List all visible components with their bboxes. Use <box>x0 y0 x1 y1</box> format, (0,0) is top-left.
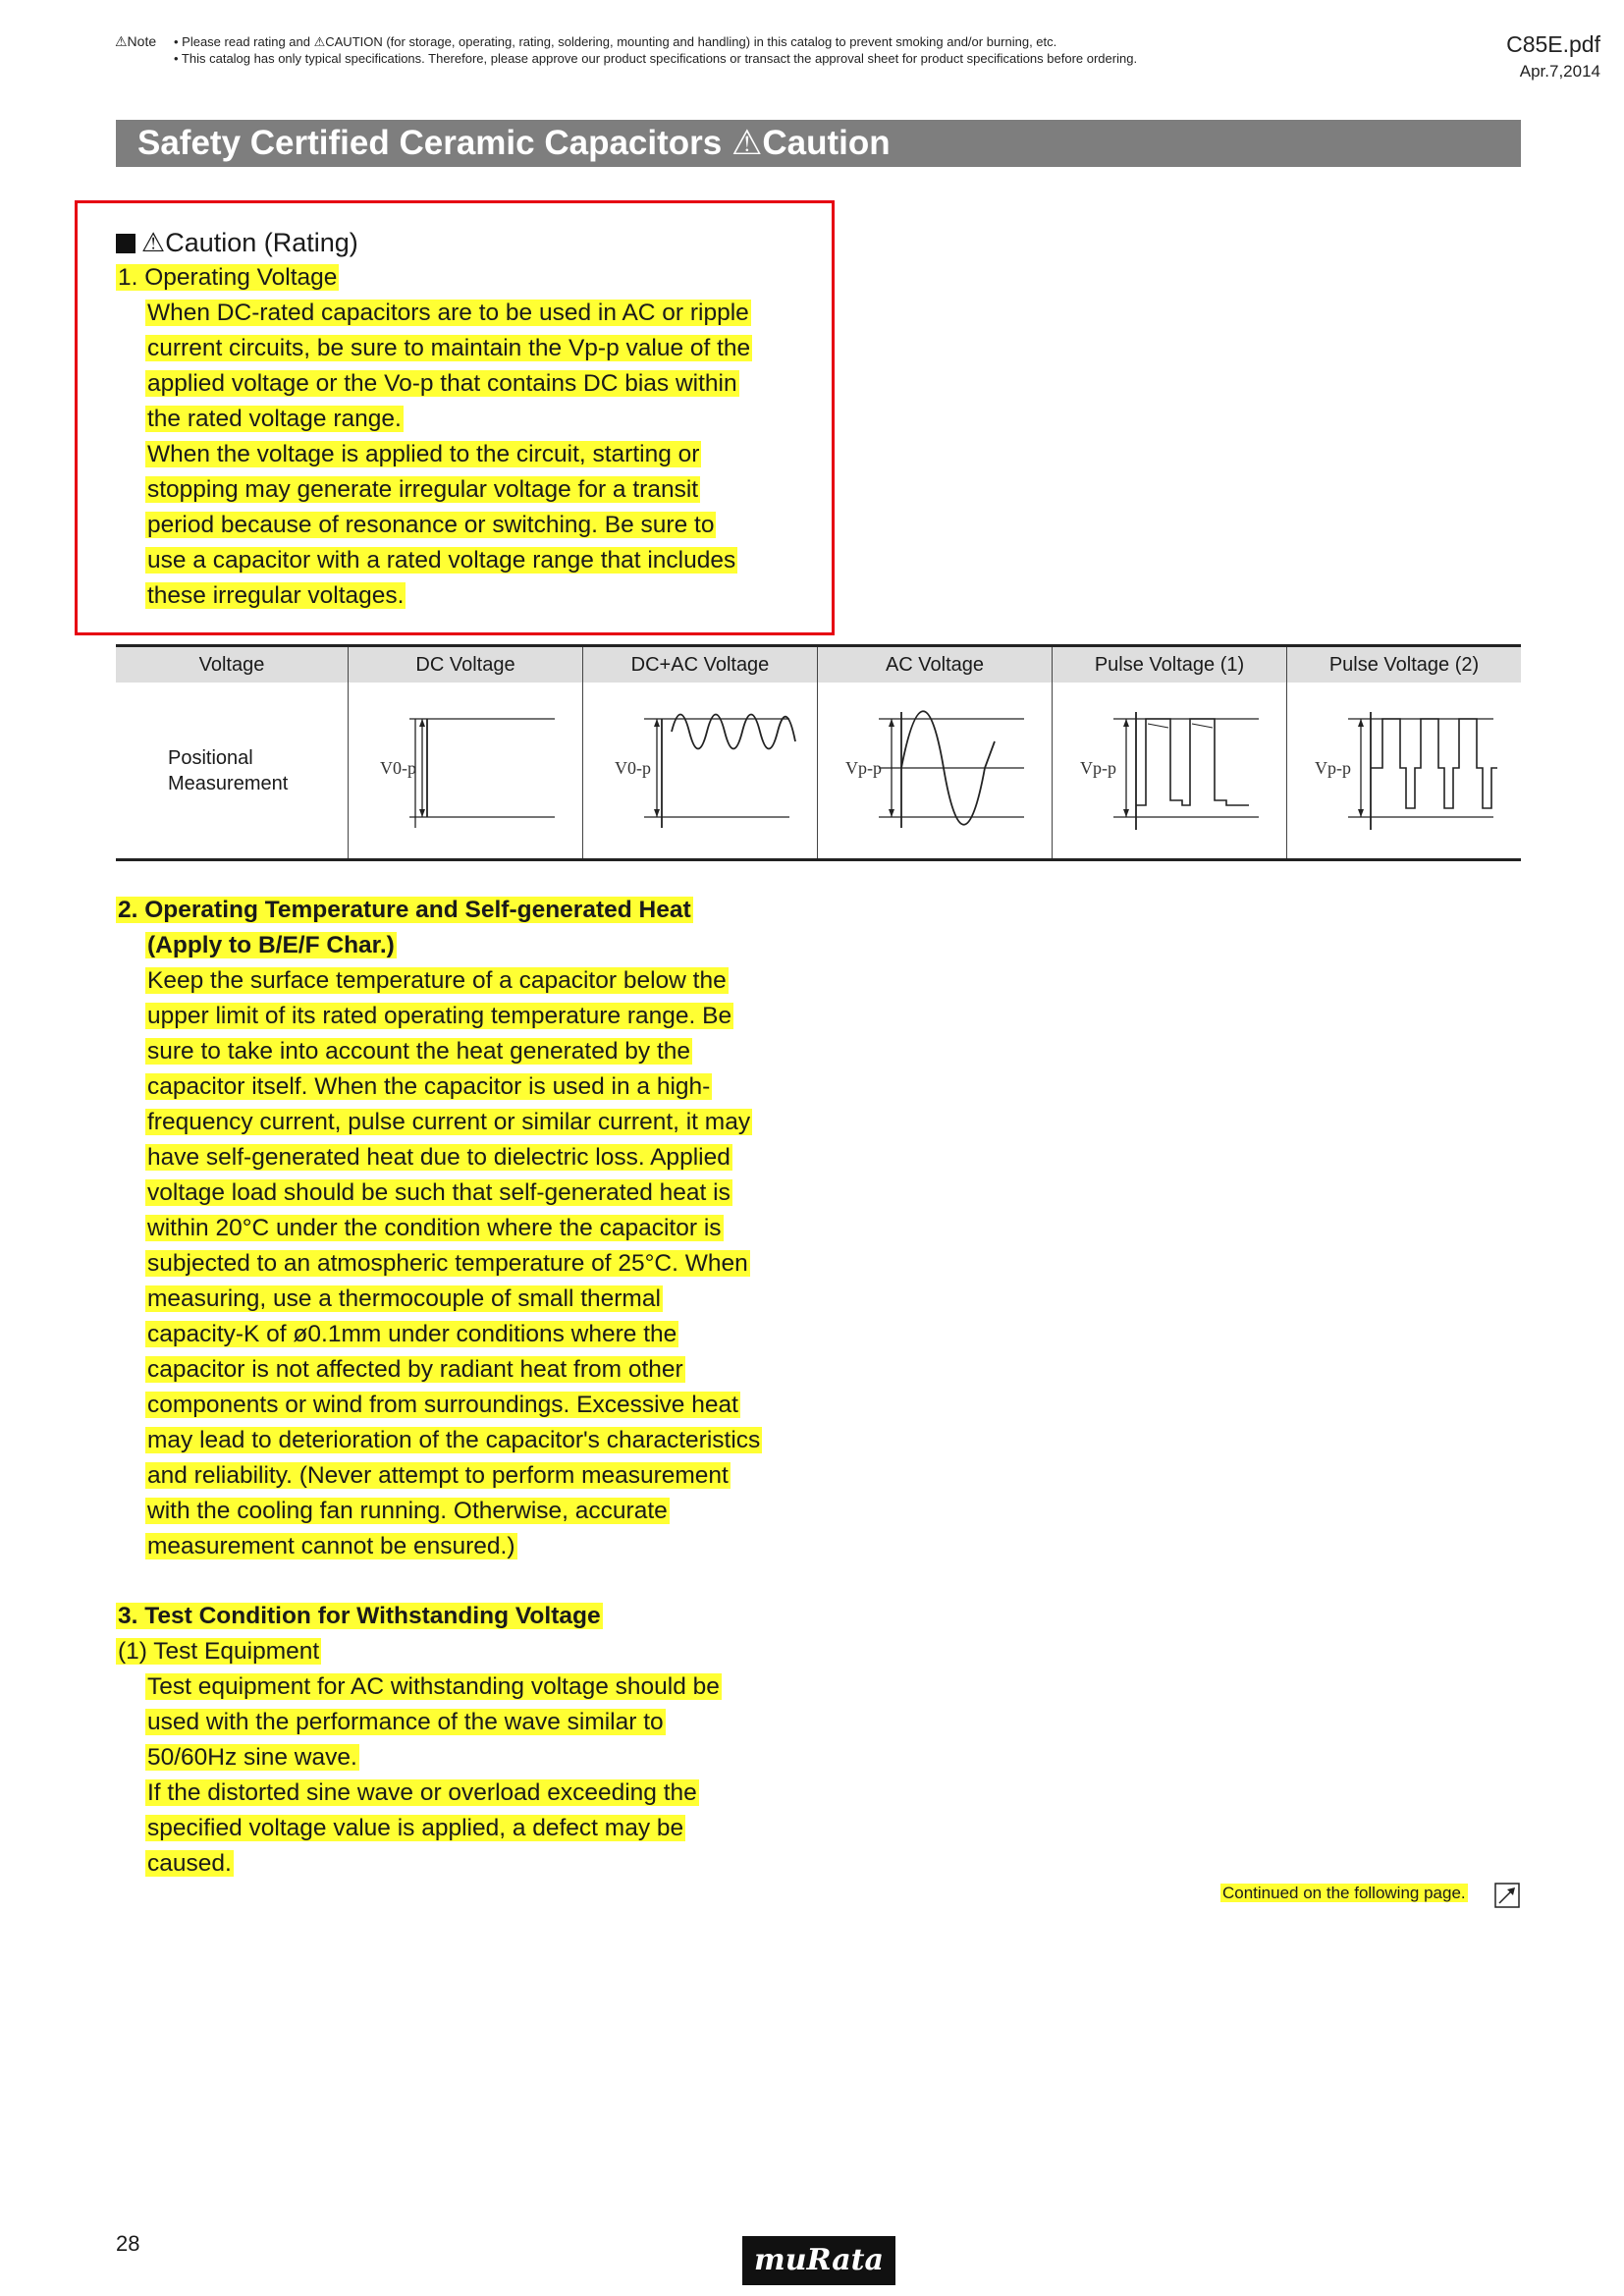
item1-line: period because of resonance or switching. Be sure to <box>147 512 715 538</box>
pulse2-label: Vp-p <box>1315 758 1351 778</box>
sec2-line: measurement cannot be ensured.) <box>147 1533 515 1559</box>
item1-row <box>145 296 813 331</box>
sec2-body <box>145 963 813 1564</box>
sec3-row <box>145 1776 813 1811</box>
sec2-line: may lead to deterioration of the capacitor's characteristics <box>147 1427 761 1453</box>
item1-title: 1. Operating Voltage <box>118 264 338 291</box>
row-label-1: Positional <box>168 746 253 769</box>
sec3-row <box>145 1846 813 1882</box>
page-number: 28 <box>116 2231 140 2256</box>
sec2-row <box>145 1175 813 1211</box>
sec3-line: If the distorted sine wave or overload exceeding the <box>147 1779 697 1806</box>
th-dc: DC Voltage <box>349 646 583 683</box>
sec2-title-2: (Apply to B/E/F Char.) <box>147 932 395 958</box>
dc-label: V0-p <box>380 758 416 778</box>
sec3-title: 3. Test Condition for Withstanding Voltage <box>118 1603 601 1629</box>
sec2-row <box>145 1494 813 1529</box>
item1-row <box>145 508 813 543</box>
sec2-row <box>145 1069 813 1105</box>
item1-row <box>145 543 813 578</box>
pulse1-waveform <box>1053 683 1286 858</box>
item1-row <box>145 437 813 472</box>
sec3-row <box>145 1740 813 1776</box>
ac-waveform <box>818 683 1052 858</box>
sec2-line: capacitor is not affected by radiant heat from other <box>147 1356 683 1383</box>
continue-arrow-icon <box>1494 1883 1520 1908</box>
item1-row <box>145 331 813 366</box>
item1-line: the rated voltage range. <box>147 406 402 432</box>
item1-line: current circuits, be sure to maintain the Vp-p value of the <box>147 335 751 361</box>
sec3-body <box>145 1669 813 1882</box>
sec2-row <box>145 1423 813 1458</box>
sec2-row <box>145 1317 813 1352</box>
sec2-row <box>145 1282 813 1317</box>
pulse1-voltage-cell <box>1053 683 1287 860</box>
sec2-row <box>145 1105 813 1140</box>
item1-line: When DC-rated capacitors are to be used in AC or ripple <box>147 300 749 326</box>
item1-row <box>145 366 813 402</box>
rating-caution-section <box>116 225 813 614</box>
doc-date: Apr.7,2014 <box>1519 62 1600 81</box>
th-voltage: Voltage <box>116 646 349 683</box>
sec2-line: capacity-K of ø0.1mm under conditions where the <box>147 1321 677 1347</box>
sec2-line: upper limit of its rated operating temperature range. Be <box>147 1003 732 1029</box>
item1-body <box>145 296 813 614</box>
sec2-row <box>145 1211 813 1246</box>
note-line-2: • This catalog has only typical specifications. Therefore, please approve our product specifications or transact the approval sheet for product specifications before ordering. <box>174 51 1138 66</box>
sec2-row <box>145 1529 813 1564</box>
note-label: ⚠Note <box>115 33 157 49</box>
sec2-line: Keep the surface temperature of a capacitor below the <box>147 967 727 994</box>
th-pulse2: Pulse Voltage (2) <box>1287 646 1522 683</box>
dc-voltage-cell <box>349 683 583 860</box>
sec3-line: 50/60Hz sine wave. <box>147 1744 357 1771</box>
sec3-row <box>145 1669 813 1705</box>
th-ac: AC Voltage <box>818 646 1053 683</box>
ac-label: Vp-p <box>845 758 882 778</box>
sec3-subtitle: (1) Test Equipment <box>118 1638 320 1665</box>
sec2-row <box>145 1388 813 1423</box>
doc-file: C85E.pdf <box>1506 31 1600 57</box>
item1-row <box>145 472 813 508</box>
continued-text: Continued on the following page. <box>1222 1884 1466 1902</box>
sec2-row <box>145 1246 813 1282</box>
pulse1-label: Vp-p <box>1080 758 1116 778</box>
sec2-line: voltage load should be such that self-generated heat is <box>147 1179 731 1206</box>
sec3-line: Test equipment for AC withstanding voltage should be <box>147 1673 720 1700</box>
item1-row <box>145 402 813 437</box>
page-title: Safety Certified Ceramic Capacitors ⚠Caution <box>116 120 1521 167</box>
sec2-row <box>145 999 813 1034</box>
sec2-line: subjected to an atmospheric temperature of 25°C. When <box>147 1250 748 1277</box>
dc-waveform <box>349 683 582 858</box>
sec3-row <box>145 1705 813 1740</box>
sec2-line: capacitor itself. When the capacitor is used in a high- <box>147 1073 711 1100</box>
sec2-line: have self-generated heat due to dielectric loss. Applied <box>147 1144 731 1171</box>
sec2-row <box>145 1352 813 1388</box>
voltage-table <box>116 644 1521 861</box>
sec3-line: used with the performance of the wave similar to <box>147 1709 664 1735</box>
sec2-row <box>145 1140 813 1175</box>
sec2-row <box>145 1458 813 1494</box>
section-3 <box>116 1599 813 1882</box>
sec2-row <box>145 1034 813 1069</box>
dcac-waveform <box>583 683 817 858</box>
caution-heading: ⚠Caution (Rating) <box>141 228 358 257</box>
sec3-row <box>145 1811 813 1846</box>
doc-id <box>1506 31 1600 82</box>
item1-row <box>145 578 813 614</box>
pulse2-voltage-cell <box>1287 683 1522 860</box>
dcac-label: V0-p <box>615 758 651 778</box>
sec2-line: with the cooling fan running. Otherwise, accurate <box>147 1498 668 1524</box>
sec2-line: sure to take into account the heat generated by the <box>147 1038 690 1065</box>
pulse2-waveform <box>1287 683 1521 858</box>
murata-logo: muRata <box>742 2236 895 2285</box>
square-bullet-icon <box>116 234 135 253</box>
row-label <box>116 683 349 860</box>
continued-note <box>1220 1884 1468 1903</box>
row-label-2: Measurement <box>168 772 289 794</box>
header-note <box>115 33 1137 67</box>
sec2-line: components or wind from surroundings. Excessive heat <box>147 1392 738 1418</box>
section-2 <box>116 893 813 1564</box>
sec2-line: within 20°C under the condition where the capacitor is <box>147 1215 722 1241</box>
item1-line: these irregular voltages. <box>147 582 405 609</box>
note-line-1: • Please read rating and ⚠CAUTION (for storage, operating, rating, soldering, mounting and handling) in this catalog to prevent smoking and/or burning, etc. <box>174 34 1057 49</box>
sec2-row <box>145 963 813 999</box>
item1-line: applied voltage or the Vo-p that contains DC bias within <box>147 370 737 397</box>
th-pulse1: Pulse Voltage (1) <box>1053 646 1287 683</box>
sec3-line: specified voltage value is applied, a defect may be <box>147 1815 684 1841</box>
item1-line: When the voltage is applied to the circuit, starting or <box>147 441 700 467</box>
sec2-line: and reliability. (Never attempt to perform measurement <box>147 1462 729 1489</box>
sec2-line: frequency current, pulse current or similar current, it may <box>147 1109 751 1135</box>
sec3-line: caused. <box>147 1850 232 1877</box>
dcac-voltage-cell <box>583 683 818 860</box>
sec2-line: measuring, use a thermocouple of small thermal <box>147 1285 661 1312</box>
th-dcac: DC+AC Voltage <box>583 646 818 683</box>
item1-line: stopping may generate irregular voltage for a transit <box>147 476 699 503</box>
ac-voltage-cell <box>818 683 1053 860</box>
sec2-title-1: 2. Operating Temperature and Self-generated Heat <box>118 897 691 923</box>
item1-line: use a capacitor with a rated voltage range that includes <box>147 547 736 574</box>
